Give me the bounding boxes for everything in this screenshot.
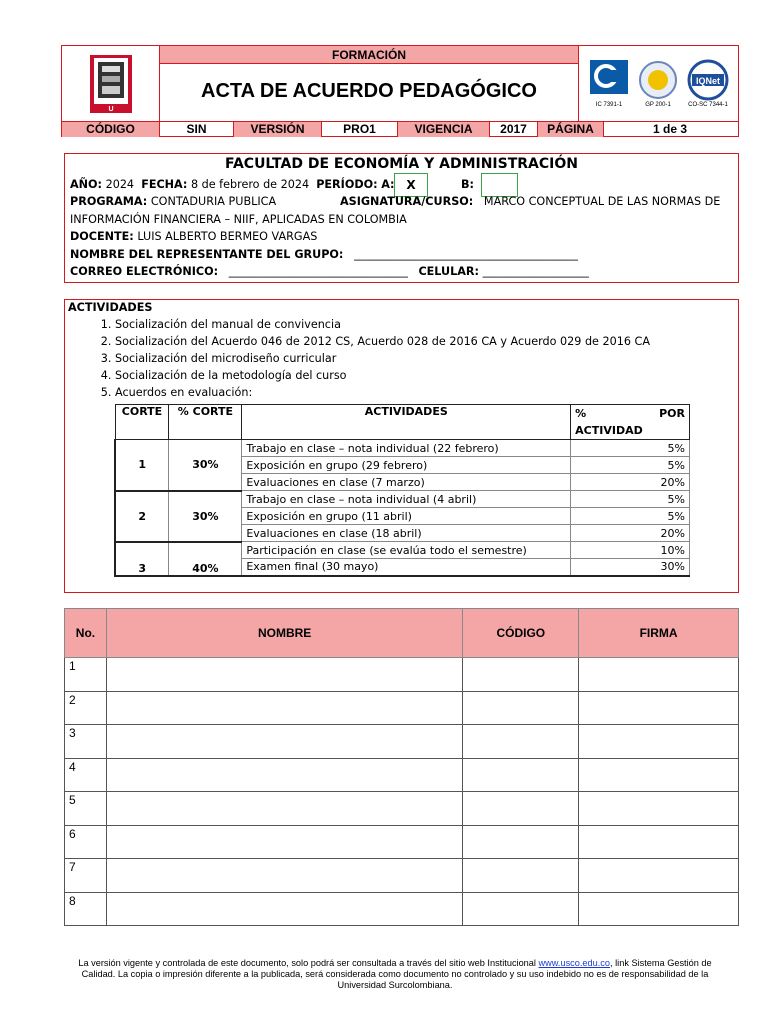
codigo-cell[interactable] (463, 658, 579, 692)
quality-seal-icon (636, 58, 680, 110)
codigo-cell[interactable] (463, 691, 579, 725)
activity-pct-cell: 20% (571, 474, 690, 491)
icontec-cert-icon (586, 58, 632, 110)
correo-field[interactable]: ________________________________ (228, 265, 408, 278)
activity-pct-cell: 5% (571, 457, 690, 474)
programa-label: PROGRAMA: (70, 195, 148, 208)
table-row (65, 691, 739, 725)
table-row (115, 491, 690, 508)
docente-line (70, 230, 317, 243)
activity-pct-cell: 20% (571, 525, 690, 542)
row-number: 1 (65, 658, 107, 692)
row-number: 2 (65, 691, 107, 725)
ano-label: AÑO: (70, 178, 103, 191)
activity-cell: Evaluaciones en clase (18 abril) (242, 525, 571, 542)
asignatura-value: MARCO CONCEPTUAL DE LAS NORMAS DE (483, 195, 721, 208)
firma-cell[interactable] (579, 691, 739, 725)
date-line (70, 178, 395, 191)
row-number: 8 (65, 892, 107, 926)
nombre-cell[interactable] (106, 691, 462, 725)
asignatura-continuation: INFORMACIÓN FINANCIERA – NIIF, APLICADAS EN COLOMBIA (70, 213, 407, 226)
table-header-row (115, 405, 690, 440)
programa-value: CONTADURIA PUBLICA (150, 195, 277, 208)
firma-cell[interactable] (579, 758, 739, 792)
svg-text:U: U (107, 105, 114, 113)
no-header: No. (65, 609, 107, 658)
table-row (65, 658, 739, 692)
list-item: 3. Socialización del microdiseño curricular (115, 350, 650, 367)
ano-value: 2024 (105, 178, 135, 191)
table-row (65, 792, 739, 826)
activity-pct-cell: 5% (571, 491, 690, 508)
codigo-cell[interactable] (463, 792, 579, 826)
nombre-cell[interactable] (106, 792, 462, 826)
row-number: 4 (65, 758, 107, 792)
footer-text: La versión vigente y controlada de este documento, solo podrá ser consultada a través del sitio web Institucional (78, 958, 536, 968)
firma-cell[interactable] (579, 825, 739, 859)
activities-box (64, 299, 739, 593)
version-value: PRO1 (322, 122, 398, 137)
firma-cell[interactable] (579, 658, 739, 692)
fecha-value: 8 de febrero de 2024 (190, 178, 310, 191)
corte-cell: 3 (115, 542, 169, 576)
footer-note (70, 958, 720, 991)
corte-pct-cell: 40% (169, 542, 242, 576)
table-row (115, 542, 690, 559)
corte-pct-cell: 30% (169, 440, 242, 491)
faculty-title: FACULTAD DE ECONOMÍA Y ADMINISTRACIÓN (225, 156, 578, 172)
certification-logos (578, 46, 738, 121)
pct-corte-header: % CORTE (169, 405, 242, 440)
firma-cell[interactable] (579, 725, 739, 759)
codigo-header: CÓDIGO (463, 609, 579, 658)
signature-table (64, 608, 739, 926)
celular-field[interactable]: ___________________ (482, 265, 589, 278)
activities-heading: ACTIVIDADES (68, 301, 153, 314)
firma-cell[interactable] (579, 892, 739, 926)
activity-pct-cell: 5% (571, 508, 690, 525)
periodo-b-label: B: (461, 178, 475, 191)
vigencia-label: VIGENCIA (398, 122, 490, 137)
docente-label: DOCENTE: (70, 230, 134, 243)
docente-value: LUIS ALBERTO BERMEO VARGAS (137, 230, 318, 243)
representante-field[interactable]: ________________________________________ (354, 248, 578, 261)
activity-pct-cell: 30% (571, 559, 690, 576)
asignatura-line (340, 195, 720, 208)
representante-label: NOMBRE DEL REPRESENTANTE DEL GRUPO: (70, 248, 344, 261)
activity-cell: Trabajo en clase – nota individual (4 abril) (242, 491, 571, 508)
pagina-label: PÁGINA (538, 122, 604, 137)
nombre-cell[interactable] (106, 892, 462, 926)
formacion-label: FORMACIÓN (160, 46, 578, 64)
nombre-cell[interactable] (106, 825, 462, 859)
periodo-a-checkbox[interactable]: X (394, 173, 428, 197)
asignatura-label: ASIGNATURA/CURSO: (340, 195, 474, 208)
activities-list (75, 316, 650, 401)
nombre-cell[interactable] (106, 658, 462, 692)
nombre-header: NOMBRE (106, 609, 462, 658)
nombre-cell[interactable] (106, 758, 462, 792)
activity-cell: Examen final (30 mayo) (242, 559, 571, 576)
actividades-header: ACTIVIDADES (242, 405, 571, 440)
firma-header: FIRMA (579, 609, 739, 658)
row-number: 5 (65, 792, 107, 826)
usco-website-link[interactable]: www.usco.edu.co (538, 958, 611, 968)
nombre-cell[interactable] (106, 725, 462, 759)
codigo-cell[interactable] (463, 758, 579, 792)
document-header (61, 45, 739, 137)
code-row (62, 121, 738, 136)
codigo-cell[interactable] (463, 825, 579, 859)
list-item: 1. Socialización del manual de convivencia (115, 316, 650, 333)
version-label: VERSIÓN (234, 122, 322, 137)
periodo-b-checkbox[interactable] (481, 173, 518, 197)
usco-shield-icon (89, 54, 133, 114)
table-row (65, 825, 739, 859)
corte-cell: 1 (115, 440, 169, 491)
table-row (115, 440, 690, 457)
table-row (65, 892, 739, 926)
row-number: 7 (65, 859, 107, 893)
activity-cell: Exposición en grupo (29 febrero) (242, 457, 571, 474)
codigo-cell[interactable] (463, 725, 579, 759)
pagina-value: 1 de 3 (652, 122, 688, 136)
codigo-label: CÓDIGO (62, 122, 160, 137)
pct-actividad-header (571, 405, 690, 440)
activity-cell: Evaluaciones en clase (7 marzo) (242, 474, 571, 491)
representante-line (70, 248, 578, 261)
row-number: 3 (65, 725, 107, 759)
corte-header: CORTE (115, 405, 169, 440)
evaluation-table (114, 404, 690, 577)
row-number: 6 (65, 825, 107, 859)
contact-line (70, 265, 589, 278)
svg-text:CO-SC 7344-1: CO-SC 7344-1 (687, 101, 728, 108)
firma-cell[interactable] (579, 792, 739, 826)
table-row (65, 725, 739, 759)
fecha-label: FECHA: (141, 178, 188, 191)
table-row (65, 758, 739, 792)
svg-text:IC 7391-1: IC 7391-1 (595, 101, 622, 108)
university-logo (62, 46, 160, 121)
periodo-a-label: A: (381, 178, 395, 191)
actividad-label: ACTIVIDAD (575, 424, 643, 437)
nombre-cell[interactable] (106, 859, 462, 893)
celular-label: CELULAR: (418, 265, 479, 278)
activity-cell: Exposición en grupo (11 abril) (242, 508, 571, 525)
list-item: 4. Socialización de la metodología del curso (115, 367, 650, 384)
list-item: 2. Socialización del Acuerdo 046 de 2012 CS, Acuerdo 028 de 2016 CA y Acuerdo 029 de 2016 CA (115, 333, 650, 350)
corte-cell: 2 (115, 491, 169, 542)
activity-pct-cell: 10% (571, 542, 690, 559)
svg-text:GP 200-1: GP 200-1 (644, 101, 671, 108)
programa-line (70, 195, 276, 208)
iqnet-cert-icon (684, 58, 732, 110)
footer-text-continued: , link Sistema Gestión de Calidad. La copia o impresión diferente a la publicada, será considerada como documento no controlado y su uso indebido no es de responsabilidad de la Universidad Surcolombiana. (81, 958, 712, 990)
activity-cell: Trabajo en clase – nota individual (22 febrero) (242, 440, 571, 457)
codigo-cell[interactable] (463, 859, 579, 893)
firma-cell[interactable] (579, 859, 739, 893)
course-info-box (64, 153, 739, 283)
vigencia-value: 2017 (490, 122, 538, 137)
correo-label: CORREO ELECTRÓNICO: (70, 265, 219, 278)
codigo-cell[interactable] (463, 892, 579, 926)
activity-pct-cell: 5% (571, 440, 690, 457)
corte-pct-cell: 30% (169, 491, 242, 542)
por-label: POR (659, 407, 685, 420)
document-title: ACTA DE ACUERDO PEDAGÓGICO (201, 80, 537, 102)
activity-cell: Participación en clase (se evalúa todo el semestre) (242, 542, 571, 559)
table-row (65, 859, 739, 893)
svg-text:IQNet: IQNet (695, 75, 720, 86)
list-item: 5. Acuerdos en evaluación: (115, 384, 650, 401)
signature-header-row (65, 609, 739, 658)
codigo-value: SIN (160, 122, 234, 137)
pct-label: % (575, 407, 587, 420)
periodo-label: PERÍODO: (316, 178, 378, 191)
